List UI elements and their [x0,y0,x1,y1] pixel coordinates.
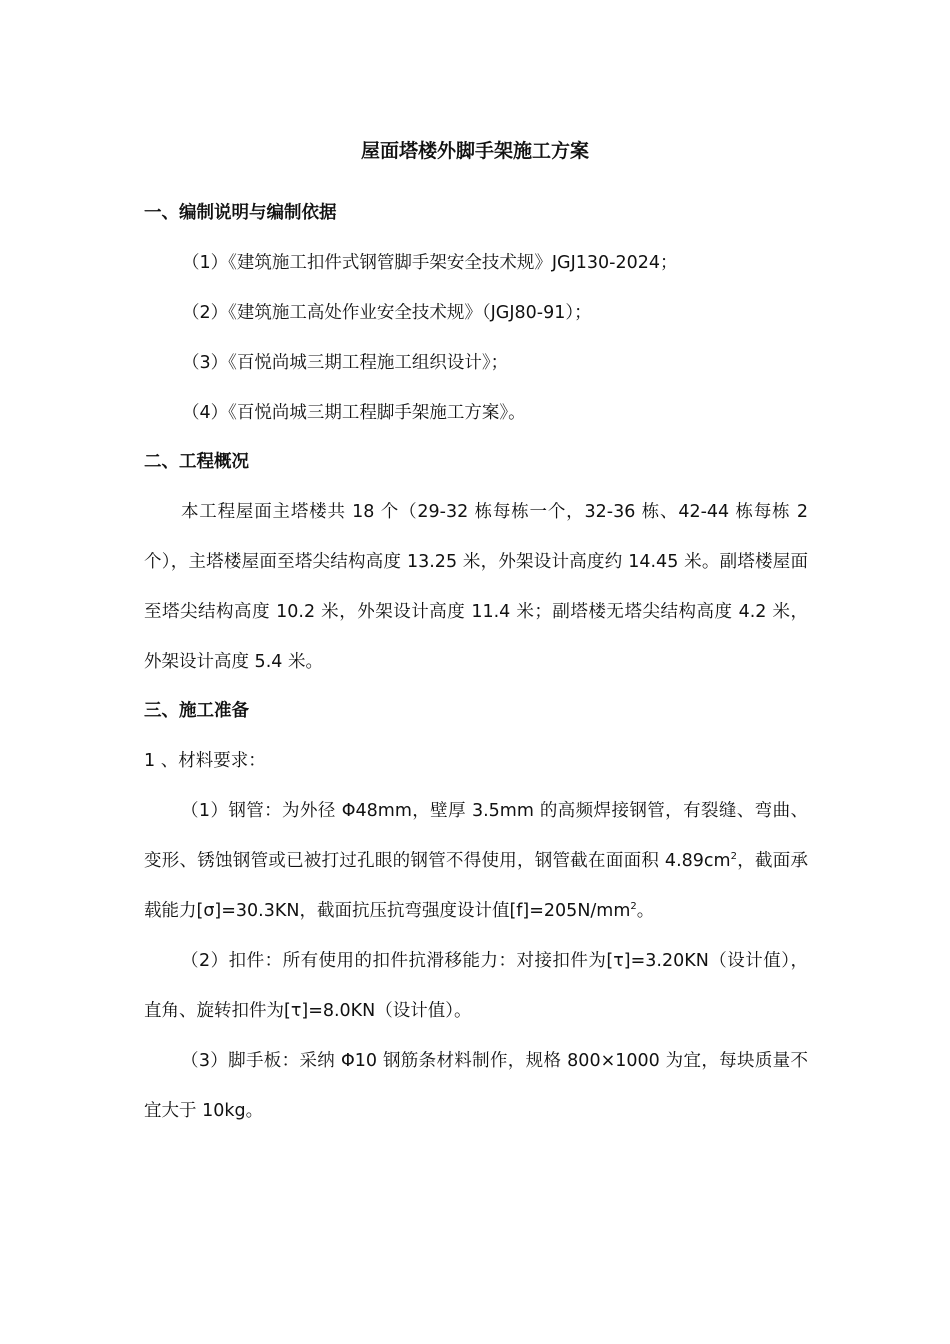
list-item: （3）《百悦尚城三期工程施工组织设计》； [182,353,509,373]
superscript: 2 [730,851,737,863]
steel-pipe-paragraph [144,786,808,936]
section-preparation [144,686,808,1136]
section-heading: 三、施工准备 [144,701,249,721]
list-item: （1）《建筑施工扣件式钢管脚手架安全技术规》JGJ130-2024； [182,253,678,273]
section-overview [144,437,808,687]
superscript: 2 [630,901,637,913]
list-item: （2）《建筑施工高处作业安全技术规》（JGJ80-91）； [182,303,592,323]
overview-paragraph: 本工程屋面主塔楼共 18 个（29-32 栋每栋一个，32-36 栋、42-44 栋每栋 2 个），主塔楼屋面至塔尖结构高度 13.25 米，外架设计高度约 14.45 米。副塔楼屋面至塔尖结构高度 10.2 米，外架设计高度 11.4 米；副塔楼无塔尖结构高度 4.2 米，外架设计高度 5.4 米。 [144,502,808,672]
subsection-heading: 1 、材料要求： [144,751,266,771]
section-basis [144,188,808,438]
steel-pipe-text-1: （1）钢管：为外径 Φ48mm，壁厚 3.5mm 的高频焊接钢管，有裂缝、弯曲、变形、锈蚀钢管或已被打过孔眼的钢管不得使用，钢管截在面面积 4.89cm [144,801,808,871]
section-heading: 一、编制说明与编制依据 [144,203,337,223]
list-item: （4）《百悦尚城三期工程脚手架施工方案》。 [182,403,526,423]
document-title: 屋面塔楼外脚手架施工方案 [360,140,589,162]
scaffold-board-paragraph: （3）脚手板：采纳 Φ10 钢筋条材料制作，规格 800×1000 为宜，每块质量不宜大于 10kg。 [144,1051,808,1121]
steel-pipe-text-3: 。 [636,901,655,921]
section-heading: 二、工程概况 [144,452,249,472]
fastener-paragraph: （2）扣件：所有使用的扣件抗滑移能力：对接扣件为[τ]=3.20KN（设计值），直角、旋转扣件为[τ]=8.0KN（设计值）。 [144,951,808,1021]
steel-pipe-text-2: ，截面承载能力[σ]=30.3KN，截面抗压抗弯强度设计值[f]=205N/mm [144,851,809,921]
